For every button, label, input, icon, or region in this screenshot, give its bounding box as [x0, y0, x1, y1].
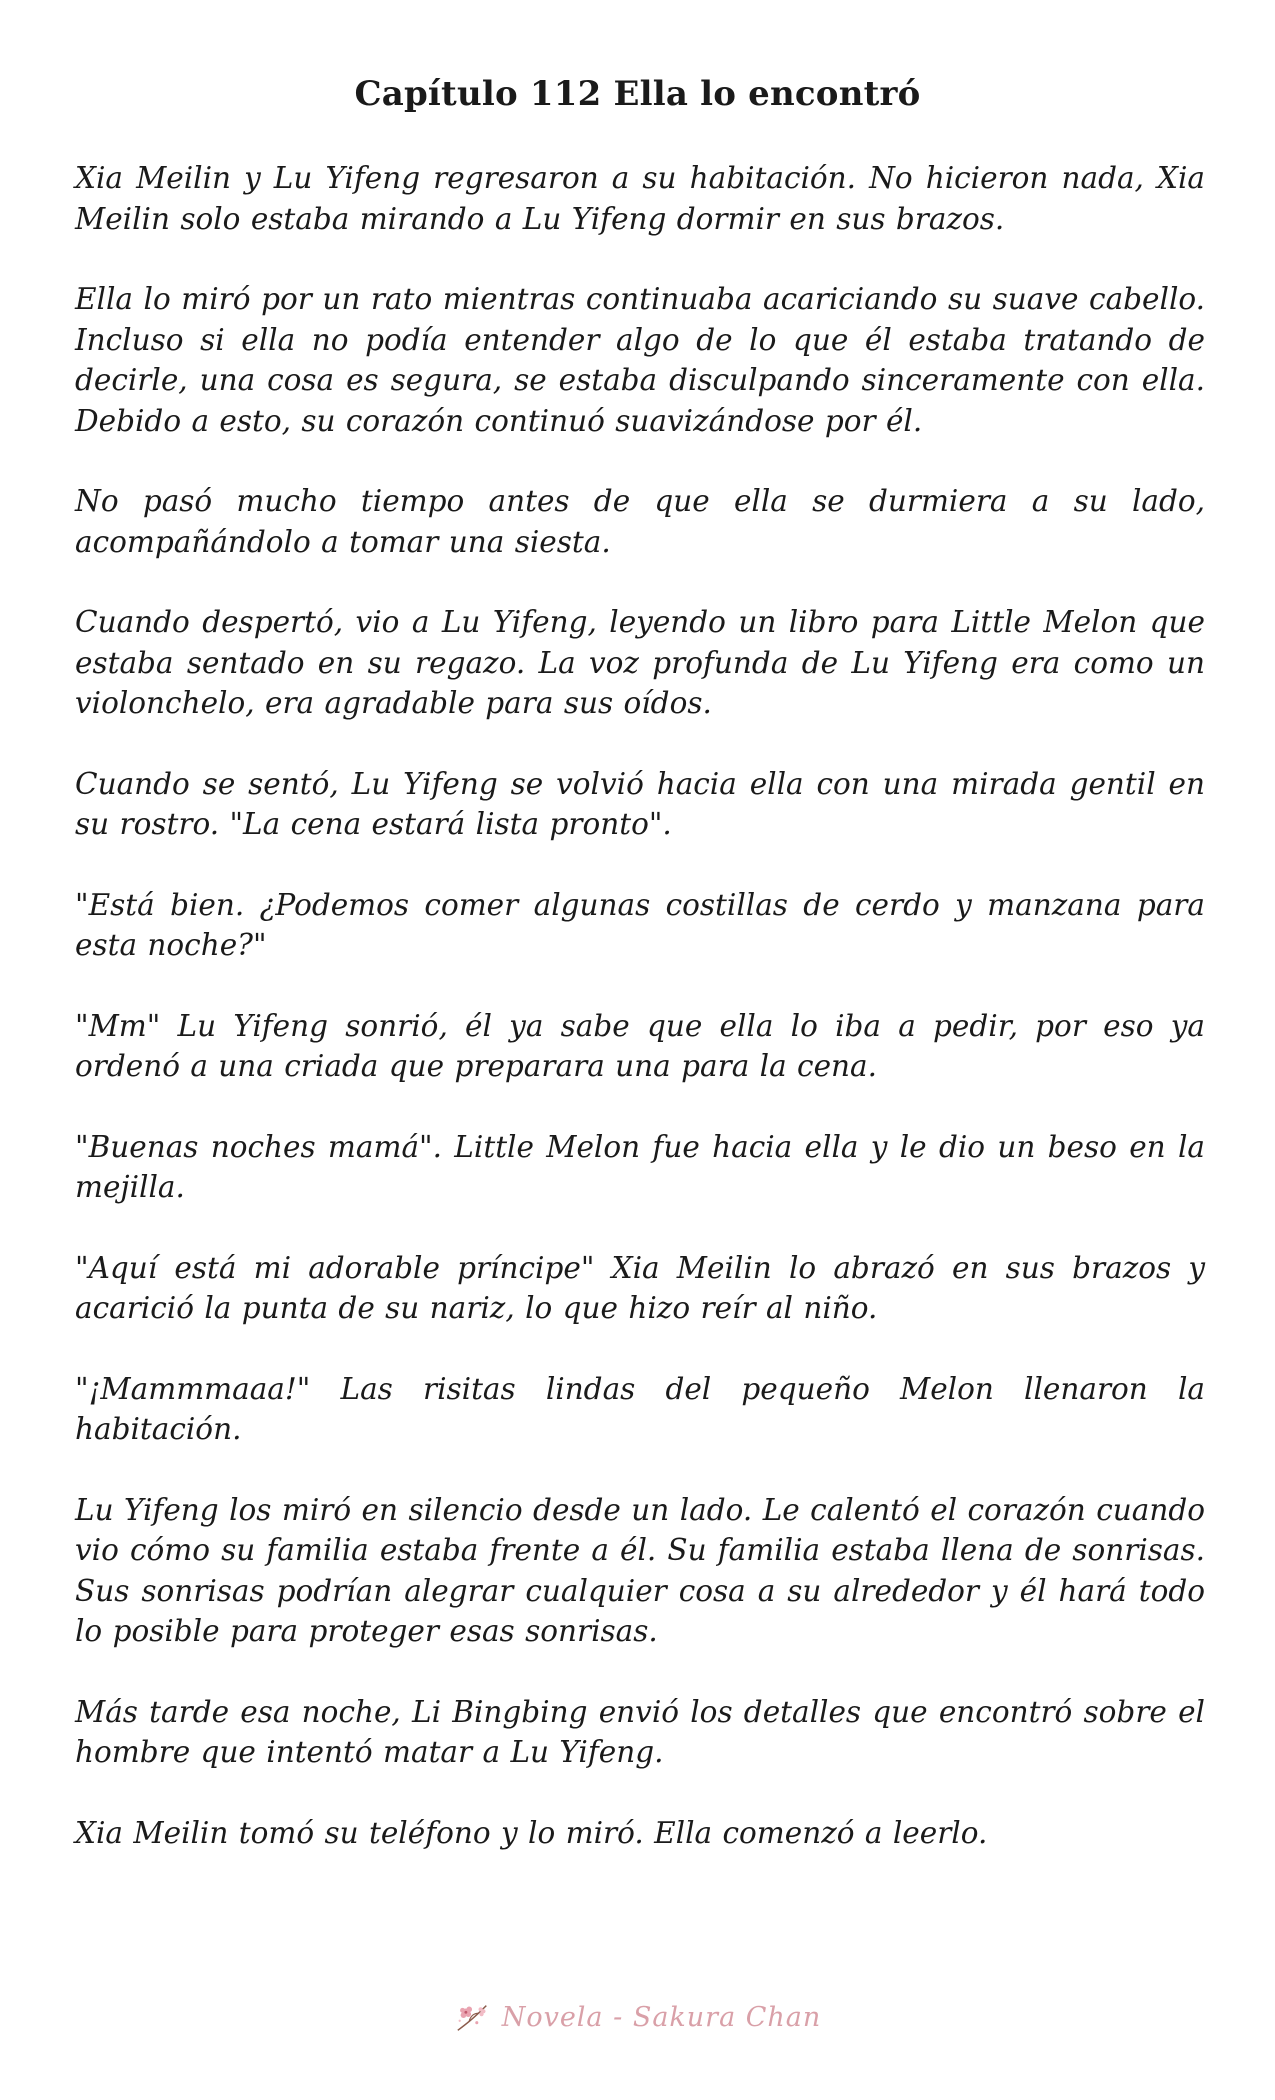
paragraph: "¡Mammmaaa!" Las risitas lindas del pequeño Melon llenaron la habitación.	[75, 1371, 1205, 1446]
paragraph: Xia Meilin tomó su teléfono y lo miró. Ella comenzó a leerlo.	[75, 1815, 988, 1850]
sakura-branch-icon	[454, 1998, 492, 2036]
watermark-text: Novela - Sakura Chan	[501, 2001, 822, 2033]
paragraph: "Mm" Lu Yifeng sonrió, él ya sabe que ella lo iba a pedir, por eso ya ordenó a una criada que preparara una para la cena.	[75, 1008, 1205, 1083]
chapter-title: Capítulo 112 Ella lo encontró	[354, 74, 921, 114]
paragraph: Cuando se sentó, Lu Yifeng se volvió hacia ella con una mirada gentil en su rostro. "La cena estará lista pronto".	[75, 766, 1205, 841]
paragraph: "Está bien. ¿Podemos comer algunas costillas de cerdo y manzana para esta noche?"	[75, 887, 1205, 962]
paragraph: Xia Meilin y Lu Yifeng regresaron a su habitación. No hicieron nada, Xia Meilin solo estaba mirando a Lu Yifeng dormir en sus brazos.	[75, 161, 1205, 236]
paragraph: Lu Yifeng los miró en silencio desde un lado. Le calentó el corazón cuando vio cómo su familia estaba frente a él. Su familia estaba llena de sonrisas. Sus sonrisas podrían alegrar cualquier cosa a su alrededor y él hará todo lo posible para proteger esas sonrisas.	[75, 1492, 1205, 1648]
paragraph: "Aquí está mi adorable príncipe" Xia Meilin lo abrazó en sus brazos y acarició la punta de su nariz, lo que hizo reír al niño.	[75, 1250, 1205, 1325]
paragraph: Más tarde esa noche, Li Bingbing envió los detalles que encontró sobre el hombre que intentó matar a Lu Yifeng.	[75, 1694, 1205, 1769]
watermark	[0, 1998, 1275, 2036]
paragraph: Ella lo miró por un rato mientras continuaba acariciando su suave cabello. Incluso si ella no podía entender algo de lo que él estaba tratando de decirle, una cosa es segura, se estaba disculpando sinceramente con ella. Debido a esto, su corazón continuó suavizándose por él.	[75, 282, 1205, 438]
paragraph: "Buenas noches mamá". Little Melon fue hacia ella y le dio un beso en la mejilla.	[75, 1129, 1205, 1204]
paragraph: Cuando despertó, vio a Lu Yifeng, leyendo un libro para Little Melon que estaba sentado en su regazo. La voz profunda de Lu Yifeng era como un violonchelo, era agradable para sus oídos.	[75, 605, 1205, 720]
paragraph: No pasó mucho tiempo antes de que ella se durmiera a su lado, acompañándolo a tomar una siesta.	[75, 484, 1205, 559]
chapter-body	[75, 158, 1205, 1893]
